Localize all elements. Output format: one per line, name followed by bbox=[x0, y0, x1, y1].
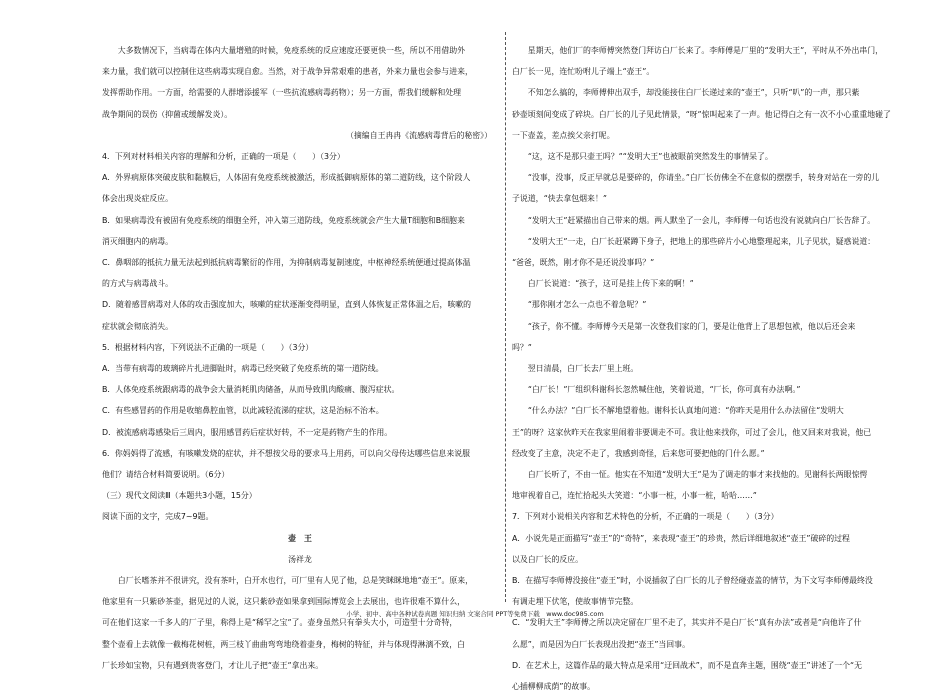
option-d: D．被流感病毒感染后三周内，服用感冒药后症状好转，不一定是药物产生的作用。 bbox=[102, 427, 393, 437]
question-stem-cont: 他们？请结合材料简要说明。（6分） bbox=[102, 470, 230, 480]
option-c-cont: 的方式与病毒战斗。 bbox=[102, 279, 174, 289]
story-line: “这，这不是那只壶王吗？”“发明大王”也被眼前突然发生的事情呆了。 bbox=[527, 152, 773, 162]
story-title: 壶 王 bbox=[288, 533, 312, 543]
passage-continued bbox=[102, 40, 498, 125]
story-line: “什么办法？”白厂长不解地望着他。谢科长认真地问道：“你昨天是用什么办法留住“发明大 bbox=[527, 406, 844, 416]
story-line: 经改变了主意，决定不走了，我感到奇怪，后来您可要把他的门什么愿。” bbox=[512, 448, 765, 458]
story-line: 白厂长说道：“孩子，这可是挂上传下来的啊！” bbox=[527, 279, 694, 289]
passage-line: 来力量，我们就可以控制住这些病毒实现自愈。当然，对于战争异常艰难的患者，外来力量也会参与进来， bbox=[102, 67, 473, 77]
story-line: 白厂长一见，连忙吩咐儿子端上“壶王”。 bbox=[512, 67, 655, 77]
question-stem: 4．下列对材料相关内容的理解和分析，正确的一项是（ ）（3分） bbox=[102, 152, 345, 162]
section-heading: （三）现代文阅读Ⅲ（本题共3小题，15分） bbox=[102, 491, 257, 501]
story-line: “爸爸，既然，刚才你不是还说没事吗？” bbox=[512, 258, 655, 268]
option-a: A．外界病原体突破皮肤和黏膜后，人体固有免疫系统被激活，形成抵御病原体的第二道防线，这个阶段人 bbox=[102, 173, 471, 183]
story-line: “没事，没事，反正早就总是要碎的，你请坐。”白厂长仿佛全不在意似的摆摆手，转身对站在一旁的儿 bbox=[527, 173, 880, 183]
story-line: “发明大王”赶紧描出自己带来的烟。两人默坐了一会儿，李师傅一句话也没有说就向白厂长告辞了。 bbox=[527, 215, 876, 225]
question-4 bbox=[102, 146, 498, 337]
page-footer: 小学、初中、高中各种试卷真题 知识归纳 文案合同 PPT等免费下载 www.doc985.com bbox=[346, 610, 604, 618]
option-d-cont: 症状就会彻底消失。 bbox=[102, 321, 174, 331]
option-c: C．有些感冒药的作用是收缩鼻腔血管，以此减轻流涕的症状，这是治标不治本。 bbox=[102, 406, 384, 416]
story-line: “发明大王”一走，白厂长赶紧蹲下身子，把地上的那些碎片小心地整理起来，儿子见状，疑惑说道： bbox=[527, 236, 876, 246]
passage-line: 大多数情况下，当病毒在体内大量增殖的时候，免疫系统的反应速度还要更快一些，所以不用借助外 bbox=[117, 46, 465, 55]
story-line: 厂长珍如宝物，只有遇到贵客登门，才让儿子把“壶王”拿出来。 bbox=[102, 660, 324, 670]
question-stem: 5．根据材料内容，下列说法不正确的一项是（ ）（3分） bbox=[102, 342, 314, 352]
reading-instruction: 阅读下面的文字，完成7~9题。 bbox=[102, 512, 214, 522]
story-body bbox=[102, 570, 498, 676]
story-line: 白厂长嗜茶并不很讲究，没有茶叶，白开水也行，可厂里有人见了他，总是笑眯眯地地“壶王”。原来， bbox=[117, 576, 474, 586]
story-author: 汤祥龙 bbox=[288, 554, 312, 564]
story-line: 一下壶盖，差点挨父亲打呢。 bbox=[512, 130, 615, 140]
question-6 bbox=[102, 443, 498, 485]
option-c: C．鼻咽部的抵抗力量无法起到抵抗病毒繁衍的作用，为抑制病毒复制速度，中枢神经系统便通过提高体温 bbox=[102, 258, 471, 268]
passage-line: 战争期间的误伤（抑菌或缓解发炎）。 bbox=[102, 109, 233, 119]
question-stem: 7．下列对小说相关内容和艺术特色的分析，不正确的一项是（ ）（3分） bbox=[512, 512, 779, 522]
story-line: 星期天，他们厂的李师傅突然登门拜访白厂长来了。李师傅是厂里的“发明大王”，平时从不外出串门， bbox=[527, 46, 884, 55]
option-b: B．如果病毒没有被固有免疫系统的细胞全歼，冲入第三道防线，免疫系统就会产生大量T细胞和B细胞来 bbox=[102, 215, 465, 225]
story-body-continued bbox=[512, 40, 908, 506]
column-divider bbox=[505, 32, 506, 602]
right-column bbox=[512, 40, 908, 697]
story-line: “白厂长！”厂组织科谢科长忽然喊住他，笑着说道，“厂长，你可真有办法啊。” bbox=[527, 385, 801, 395]
story-line: 王”的呀？这家伙昨天在我家里闹着非要调走不可。我让他来找你，可过了会儿，他又回来对我说，他已 bbox=[512, 427, 872, 437]
question-5 bbox=[102, 337, 498, 443]
option-a-cont: 以及白厂长的反应。 bbox=[512, 554, 584, 564]
option-a: A．小说先是正面描写“壶王”的“奇特”，来表现“壶王”的珍贵，然后详细地叙述“壶王”破碎的过程 bbox=[512, 533, 850, 543]
option-a-cont: 体会出现炎症反应。 bbox=[102, 194, 174, 204]
option-c: C．“发明大王”李师傅之所以决定留在厂里不走了，其实并不是白厂长“真有办法”或者是“向他许了什 bbox=[512, 618, 862, 628]
story-line: 整个壶看上去就像一截梅花树桩，两三枝丫曲曲弯弯地绕着壶身，梅树的特征，并与体现得淋漓不致，白 bbox=[102, 639, 465, 649]
option-b: B．在描写李师傅没接住“壶王”时，小说插叙了白厂长的儿子曾经碰壶盖的情节，为下文写李师傅最终没 bbox=[512, 576, 873, 586]
option-b: B．人体免疫系统跟病毒的战争会大量消耗肌肉储备，从而导致肌肉酸痛、腹泻症状。 bbox=[102, 385, 400, 395]
option-d-cont: 心插柳柳成荫”的故事。 bbox=[512, 682, 595, 692]
story-line: 他家里有一只紫砂茶壶，据见过的人说，这只紫砂壶如果拿到国际博览会上去展出，也许很难不算什么， bbox=[102, 597, 465, 607]
option-b-cont: 消灭细胞内的病毒。 bbox=[102, 236, 174, 246]
story-line: 砂壶顷刻间变成了碎块。白厂长的儿子见此情景，“呀”惊叫起来了一声。他记得白之有一次不小心重重地碰了 bbox=[512, 109, 891, 119]
passage-source: （摘编自王冉冉《流感病毒背后的秘密》） bbox=[346, 130, 492, 140]
story-line: 子说道，“快去拿包烟来！” bbox=[512, 194, 607, 204]
story-line: 可在他们这家一千多人的厂子里，称得上是“稀罕之宝”了。壶身虽然只有拳头大小，可造型十分奇特， bbox=[102, 618, 458, 628]
passage-line: 发挥帮助作用。一方面，给需要的人群增添援军（一些抗流感病毒药物）；另一方面，帮我们缓解和处理 bbox=[102, 88, 462, 98]
question-7 bbox=[512, 506, 908, 697]
left-column bbox=[102, 40, 498, 676]
story-line: 白厂长听了，不由一怔。他实在不知道“发明大王”是为了调走的事才来找他的。见谢科长两眼惊愕 bbox=[527, 470, 868, 480]
story-line: “那你刚才怎么一点也不着急呢？” bbox=[527, 300, 647, 310]
option-d: D．在艺术上，这篇作品的最大特点是采用“迂回战术”，而不是直奔主题，围绕“壶王”讲述了一个“无 bbox=[512, 660, 863, 670]
story-line: 翌日清晨，白厂长去厂里上班。 bbox=[527, 364, 639, 374]
story-line: 不知怎么搞的，李师傅伸出双手，却没能接住白厂长递过来的“壶王”，只听“叭”的一声，那只紫 bbox=[527, 88, 860, 98]
option-c-cont: 么愿”，而是因为白厂长表现出没把“壶王”当回事。 bbox=[512, 639, 690, 649]
option-a: A．当带有病毒的玻璃碎片扎进脚趾时，病毒已经突破了免疫系统的第一道防线。 bbox=[102, 364, 384, 374]
option-d: D．随着感冒病毒对人体的攻击强度加大，咳嗽的症状逐渐变得明显，直到人体恢复正常体温之后，咳嗽的 bbox=[102, 300, 472, 310]
story-line: 地审视着自己，连忙拾起头大笑道：“小事一桩，小事一桩，哈哈……” bbox=[512, 491, 757, 501]
story-line: “孩子，你不懂。李师傅今天是第一次登我们家的门，要是让他背上了思想包袱，他以后还会来 bbox=[527, 321, 856, 331]
story-line: 吗？” bbox=[512, 342, 532, 352]
option-b-cont: 有调走埋下伏笔，使故事情节完整。 bbox=[512, 597, 639, 607]
question-stem: 6．你妈妈得了流感，有咳嗽发烧的症状，并不想按父母的要求马上用药，可以向父母传达哪些信息来说服 bbox=[102, 448, 470, 458]
